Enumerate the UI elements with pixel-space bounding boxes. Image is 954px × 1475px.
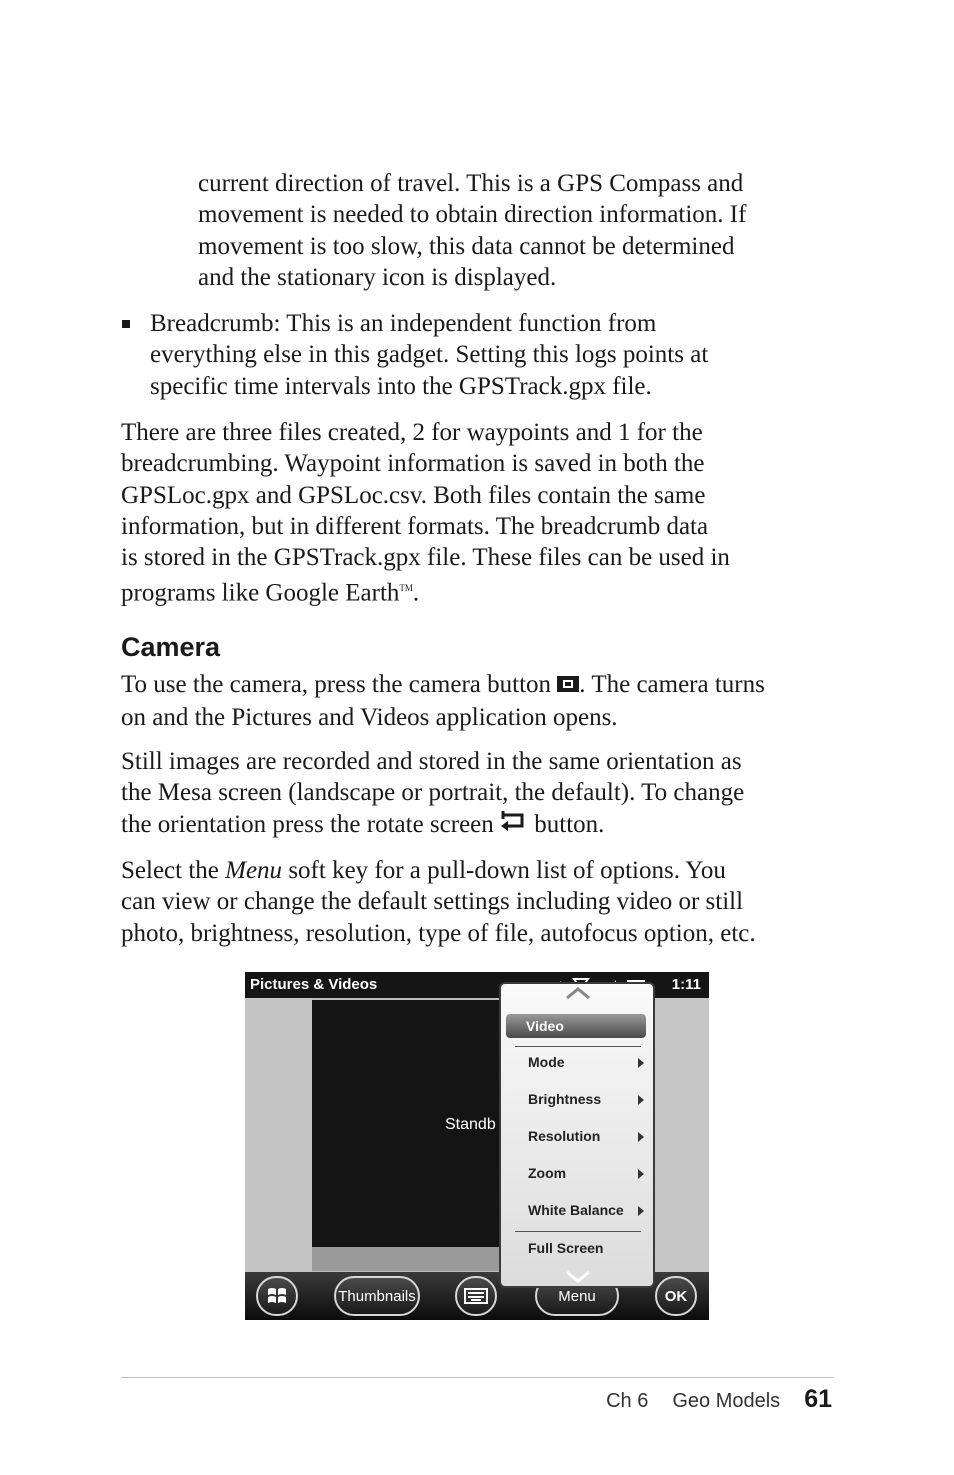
paragraph-camera-use bbox=[121, 669, 841, 733]
text-line: information, but in different formats. The breadcrumb data bbox=[121, 512, 709, 540]
right-panel bbox=[655, 998, 709, 1272]
keyboard-icon bbox=[464, 1288, 488, 1304]
text-line: the Mesa screen (landscape or portrait, the default). To change bbox=[121, 779, 745, 807]
paragraph-orientation bbox=[121, 746, 841, 843]
text-line: Breadcrumb: This is an independent function from bbox=[150, 310, 657, 337]
standby-label: Standb bbox=[445, 1116, 496, 1133]
ok-button[interactable]: OK bbox=[655, 1276, 697, 1316]
popup-menu bbox=[499, 982, 655, 1288]
text-emphasis: Menu bbox=[225, 857, 283, 884]
trademark-mark: TM bbox=[399, 583, 413, 594]
footer-divider bbox=[121, 1377, 833, 1378]
text-line: and the stationary icon is displayed. bbox=[198, 263, 557, 291]
menu-item-video[interactable]: Video bbox=[506, 1014, 646, 1038]
keyboard-button[interactable] bbox=[455, 1276, 497, 1316]
page-footer bbox=[606, 1385, 832, 1414]
footer-chapter: Ch 6 bbox=[606, 1390, 649, 1412]
text-line: on and the Pictures and Videos application opens. bbox=[121, 703, 618, 731]
text-line: current direction of travel. This is a GPS Compass and bbox=[198, 170, 744, 197]
clock: 1:11 bbox=[671, 976, 701, 993]
text-line: everything else in this gadget. Setting this logs points at bbox=[150, 341, 709, 369]
menu-item-zoom[interactable]: Zoom bbox=[528, 1165, 567, 1181]
start-button[interactable] bbox=[256, 1276, 298, 1316]
viewfinder-strip bbox=[312, 1247, 502, 1271]
text-span: Select the bbox=[121, 857, 226, 884]
paragraph-files bbox=[121, 417, 841, 609]
text-span: programs like Google Earth bbox=[121, 579, 400, 607]
menu-separator bbox=[515, 1046, 641, 1047]
menu-item-brightness[interactable]: Brightness bbox=[528, 1091, 602, 1107]
text-line: movement is too slow, this data cannot be determined bbox=[198, 232, 735, 260]
thumbnails-softkey[interactable]: Thumbnails bbox=[334, 1276, 420, 1316]
text-span: button. bbox=[528, 810, 605, 838]
page-number: 61 bbox=[804, 1385, 832, 1413]
menu-item-full-screen[interactable]: Full Screen bbox=[528, 1240, 604, 1256]
submenu-arrow-icon bbox=[638, 1132, 644, 1142]
app-title: Pictures & Videos bbox=[250, 976, 378, 993]
camera-icon bbox=[557, 669, 579, 700]
text-line: photo, brightness, resolution, type of file, autofocus option, etc. bbox=[121, 919, 756, 947]
submenu-arrow-icon bbox=[638, 1058, 644, 1068]
menu-item-resolution[interactable]: Resolution bbox=[528, 1128, 601, 1144]
bullet-breadcrumb bbox=[150, 308, 840, 402]
text-line bbox=[121, 809, 841, 843]
text-line: breadcrumbing. Waypoint information is saved in both the bbox=[121, 450, 705, 478]
footer-section: Geo Models bbox=[672, 1390, 781, 1412]
submenu-arrow-icon bbox=[638, 1206, 644, 1216]
text-line: Still images are recorded and stored in the same orientation as bbox=[121, 748, 742, 775]
text-span: . bbox=[412, 579, 420, 607]
device-screenshot bbox=[245, 972, 709, 1320]
text-line: can view or change the default settings including video or still bbox=[121, 888, 744, 916]
left-panel bbox=[245, 998, 312, 1272]
menu-softkey[interactable]: Menu bbox=[535, 1276, 619, 1316]
section-heading-camera: Camera bbox=[121, 632, 221, 662]
text-line: is stored in the GPSTrack.gpx file. These files can be used in bbox=[121, 544, 730, 572]
paragraph-compass-continuation bbox=[198, 168, 858, 293]
text-line: movement is needed to obtain direction information. If bbox=[198, 201, 747, 229]
scroll-down-icon[interactable] bbox=[565, 1270, 591, 1289]
submenu-arrow-icon bbox=[638, 1169, 644, 1179]
text-line: There are three files created, 2 for waypoints and 1 for the bbox=[121, 419, 703, 446]
menu-item-mode[interactable]: Mode bbox=[528, 1054, 565, 1070]
text-span: soft key for a pull-down list of options. You bbox=[282, 857, 726, 884]
submenu-arrow-icon bbox=[638, 1095, 644, 1105]
text-span: the orientation press the rotate screen bbox=[121, 810, 501, 838]
bullet-square-icon bbox=[122, 320, 130, 328]
menu-item-white-balance[interactable]: White Balance bbox=[528, 1202, 624, 1218]
text-line: GPSLoc.gpx and GPSLoc.csv. Both files contain the same bbox=[121, 481, 706, 509]
text-line bbox=[121, 669, 841, 702]
text-span: . The camera turns bbox=[579, 671, 765, 698]
text-line bbox=[121, 573, 841, 609]
text-line: specific time intervals into the GPSTrack.gpx file. bbox=[150, 372, 652, 400]
windows-logo-icon bbox=[266, 1286, 288, 1306]
rotate-screen-icon bbox=[500, 807, 528, 841]
scroll-up-icon[interactable] bbox=[565, 986, 591, 1005]
text-line bbox=[121, 855, 841, 886]
text-span: To use the camera, press the camera button bbox=[121, 671, 558, 698]
paragraph-menu bbox=[121, 855, 841, 949]
menu-separator bbox=[515, 1231, 641, 1232]
